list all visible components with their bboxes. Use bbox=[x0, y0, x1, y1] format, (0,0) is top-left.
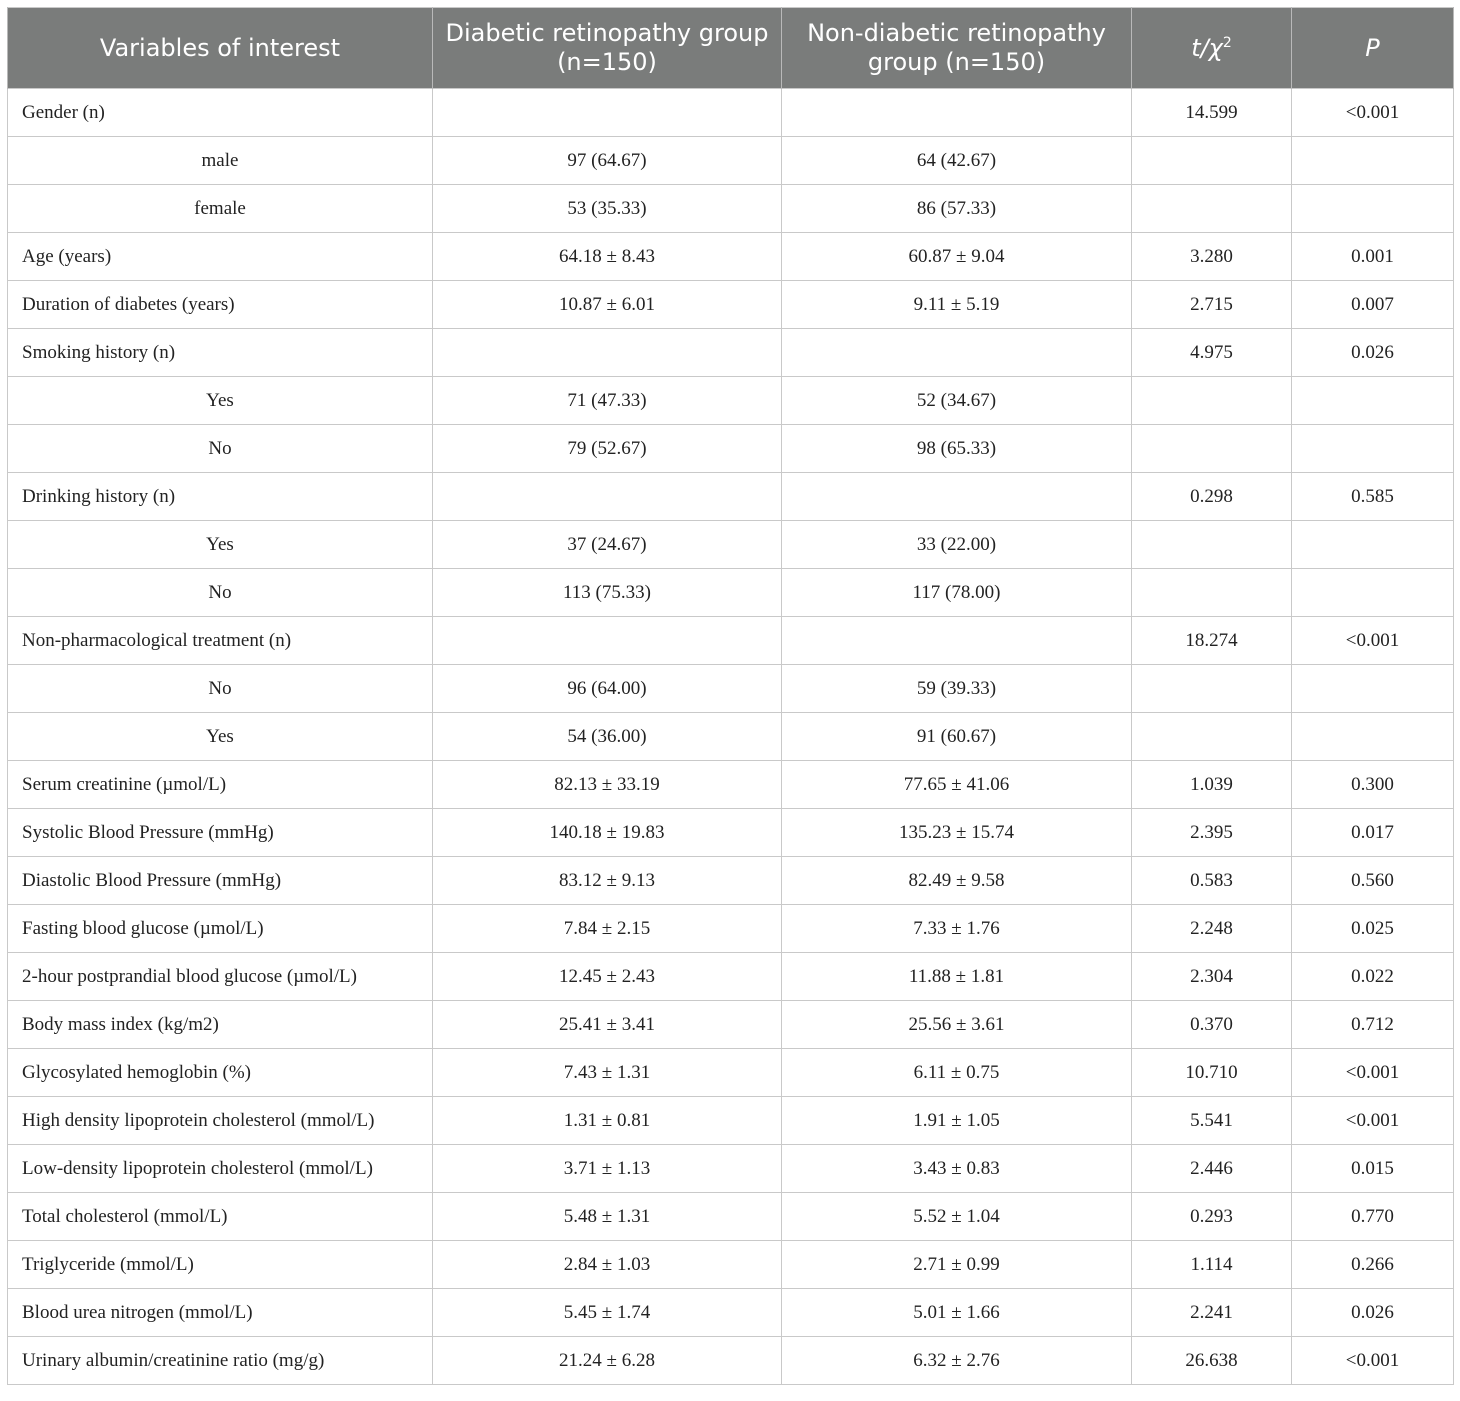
cell-dr-group: 97 (64.67) bbox=[433, 137, 782, 185]
row-label: Yes bbox=[8, 521, 433, 569]
row-label: Smoking history (n) bbox=[8, 329, 433, 377]
table-row bbox=[8, 1289, 1454, 1337]
cell-dr-group: 12.45 ± 2.43 bbox=[433, 953, 782, 1001]
cell-test-statistic: 2.248 bbox=[1132, 905, 1292, 953]
cell-test-statistic bbox=[1132, 377, 1292, 425]
table-row bbox=[8, 233, 1454, 281]
header-dr-group: Diabetic retinopathy group (n=150) bbox=[433, 8, 782, 89]
table-row bbox=[8, 1145, 1454, 1193]
cell-dr-group: 3.71 ± 1.13 bbox=[433, 1145, 782, 1193]
cell-ndr-group: 64 (42.67) bbox=[782, 137, 1132, 185]
cell-p-value: 0.026 bbox=[1292, 329, 1454, 377]
row-label: Serum creatinine (µmol/L) bbox=[8, 761, 433, 809]
cell-test-statistic: 2.395 bbox=[1132, 809, 1292, 857]
cell-p-value: 0.007 bbox=[1292, 281, 1454, 329]
cell-dr-group: 7.84 ± 2.15 bbox=[433, 905, 782, 953]
table-row bbox=[8, 1241, 1454, 1289]
cell-p-value: 0.770 bbox=[1292, 1193, 1454, 1241]
row-label: Age (years) bbox=[8, 233, 433, 281]
cell-ndr-group: 2.71 ± 0.99 bbox=[782, 1241, 1132, 1289]
cell-dr-group bbox=[433, 89, 782, 137]
cell-test-statistic: 0.293 bbox=[1132, 1193, 1292, 1241]
cell-dr-group: 79 (52.67) bbox=[433, 425, 782, 473]
cell-ndr-group: 117 (78.00) bbox=[782, 569, 1132, 617]
cell-ndr-group: 7.33 ± 1.76 bbox=[782, 905, 1132, 953]
cell-p-value: 0.585 bbox=[1292, 473, 1454, 521]
cell-ndr-group: 98 (65.33) bbox=[782, 425, 1132, 473]
table-row bbox=[8, 185, 1454, 233]
cell-ndr-group bbox=[782, 473, 1132, 521]
cell-dr-group: 83.12 ± 9.13 bbox=[433, 857, 782, 905]
cell-p-value: 0.001 bbox=[1292, 233, 1454, 281]
table-body bbox=[8, 89, 1454, 1385]
cell-test-statistic: 10.710 bbox=[1132, 1049, 1292, 1097]
cell-dr-group bbox=[433, 329, 782, 377]
cell-test-statistic bbox=[1132, 713, 1292, 761]
cell-test-statistic: 2.715 bbox=[1132, 281, 1292, 329]
cell-dr-group: 5.45 ± 1.74 bbox=[433, 1289, 782, 1337]
cell-ndr-group: 11.88 ± 1.81 bbox=[782, 953, 1132, 1001]
cell-ndr-group: 86 (57.33) bbox=[782, 185, 1132, 233]
table-row bbox=[8, 617, 1454, 665]
cell-ndr-group: 59 (39.33) bbox=[782, 665, 1132, 713]
row-label: 2-hour postprandial blood glucose (µmol/L) bbox=[8, 953, 433, 1001]
cell-ndr-group: 82.49 ± 9.58 bbox=[782, 857, 1132, 905]
cell-ndr-group: 9.11 ± 5.19 bbox=[782, 281, 1132, 329]
cell-ndr-group: 60.87 ± 9.04 bbox=[782, 233, 1132, 281]
table-row bbox=[8, 905, 1454, 953]
table-row bbox=[8, 1001, 1454, 1049]
row-label: Blood urea nitrogen (mmol/L) bbox=[8, 1289, 433, 1337]
table-row bbox=[8, 1049, 1454, 1097]
cell-dr-group: 7.43 ± 1.31 bbox=[433, 1049, 782, 1097]
cell-dr-group: 2.84 ± 1.03 bbox=[433, 1241, 782, 1289]
cell-ndr-group: 33 (22.00) bbox=[782, 521, 1132, 569]
cell-test-statistic: 2.446 bbox=[1132, 1145, 1292, 1193]
cell-dr-group: 10.87 ± 6.01 bbox=[433, 281, 782, 329]
cell-dr-group: 5.48 ± 1.31 bbox=[433, 1193, 782, 1241]
cell-p-value: 0.015 bbox=[1292, 1145, 1454, 1193]
cell-ndr-group: 135.23 ± 15.74 bbox=[782, 809, 1132, 857]
comparison-table bbox=[7, 7, 1454, 1385]
cell-test-statistic: 0.298 bbox=[1132, 473, 1292, 521]
cell-ndr-group: 5.52 ± 1.04 bbox=[782, 1193, 1132, 1241]
cell-p-value: <0.001 bbox=[1292, 1049, 1454, 1097]
cell-dr-group bbox=[433, 617, 782, 665]
table-header bbox=[8, 8, 1454, 89]
cell-test-statistic: 1.039 bbox=[1132, 761, 1292, 809]
cell-p-value bbox=[1292, 137, 1454, 185]
row-label: Diastolic Blood Pressure (mmHg) bbox=[8, 857, 433, 905]
row-label: Gender (n) bbox=[8, 89, 433, 137]
cell-ndr-group: 25.56 ± 3.61 bbox=[782, 1001, 1132, 1049]
table-row bbox=[8, 1337, 1454, 1385]
row-label: Drinking history (n) bbox=[8, 473, 433, 521]
cell-test-statistic: 4.975 bbox=[1132, 329, 1292, 377]
cell-dr-group: 82.13 ± 33.19 bbox=[433, 761, 782, 809]
cell-ndr-group bbox=[782, 329, 1132, 377]
row-label: Low-density lipoprotein cholesterol (mmol/L) bbox=[8, 1145, 433, 1193]
cell-test-statistic: 0.370 bbox=[1132, 1001, 1292, 1049]
cell-dr-group: 96 (64.00) bbox=[433, 665, 782, 713]
cell-p-value: 0.266 bbox=[1292, 1241, 1454, 1289]
cell-test-statistic bbox=[1132, 521, 1292, 569]
cell-p-value bbox=[1292, 569, 1454, 617]
cell-p-value bbox=[1292, 713, 1454, 761]
cell-ndr-group: 6.32 ± 2.76 bbox=[782, 1337, 1132, 1385]
cell-p-value bbox=[1292, 665, 1454, 713]
cell-test-statistic: 2.304 bbox=[1132, 953, 1292, 1001]
row-label: No bbox=[8, 425, 433, 473]
row-label: Systolic Blood Pressure (mmHg) bbox=[8, 809, 433, 857]
cell-dr-group: 64.18 ± 8.43 bbox=[433, 233, 782, 281]
cell-ndr-group: 3.43 ± 0.83 bbox=[782, 1145, 1132, 1193]
cell-p-value: 0.300 bbox=[1292, 761, 1454, 809]
cell-test-statistic: 18.274 bbox=[1132, 617, 1292, 665]
table-row bbox=[8, 281, 1454, 329]
header-row bbox=[8, 8, 1454, 89]
row-label: High density lipoprotein cholesterol (mmol/L) bbox=[8, 1097, 433, 1145]
cell-p-value: <0.001 bbox=[1292, 89, 1454, 137]
cell-p-value: 0.026 bbox=[1292, 1289, 1454, 1337]
table-row bbox=[8, 137, 1454, 185]
cell-p-value bbox=[1292, 185, 1454, 233]
header-variables: Variables of interest bbox=[8, 8, 433, 89]
cell-test-statistic bbox=[1132, 137, 1292, 185]
cell-p-value: 0.560 bbox=[1292, 857, 1454, 905]
cell-p-value bbox=[1292, 377, 1454, 425]
cell-ndr-group: 52 (34.67) bbox=[782, 377, 1132, 425]
cell-test-statistic bbox=[1132, 185, 1292, 233]
cell-p-value: <0.001 bbox=[1292, 617, 1454, 665]
row-label: female bbox=[8, 185, 433, 233]
table-row bbox=[8, 425, 1454, 473]
cell-dr-group: 21.24 ± 6.28 bbox=[433, 1337, 782, 1385]
row-label: Body mass index (kg/m2) bbox=[8, 1001, 433, 1049]
table-row bbox=[8, 857, 1454, 905]
table-row bbox=[8, 761, 1454, 809]
cell-p-value: 0.022 bbox=[1292, 953, 1454, 1001]
table-row bbox=[8, 89, 1454, 137]
cell-ndr-group: 5.01 ± 1.66 bbox=[782, 1289, 1132, 1337]
cell-ndr-group: 77.65 ± 41.06 bbox=[782, 761, 1132, 809]
cell-p-value bbox=[1292, 521, 1454, 569]
cell-test-statistic bbox=[1132, 569, 1292, 617]
cell-test-statistic bbox=[1132, 425, 1292, 473]
cell-test-statistic bbox=[1132, 665, 1292, 713]
header-test-statistic-text: t/χ bbox=[1191, 33, 1223, 62]
cell-ndr-group bbox=[782, 89, 1132, 137]
cell-test-statistic: 2.241 bbox=[1132, 1289, 1292, 1337]
cell-dr-group: 113 (75.33) bbox=[433, 569, 782, 617]
cell-test-statistic: 0.583 bbox=[1132, 857, 1292, 905]
cell-test-statistic: 3.280 bbox=[1132, 233, 1292, 281]
table-row bbox=[8, 665, 1454, 713]
header-test-statistic bbox=[1132, 8, 1292, 89]
row-label: Total cholesterol (mmol/L) bbox=[8, 1193, 433, 1241]
table-row bbox=[8, 953, 1454, 1001]
row-label: No bbox=[8, 569, 433, 617]
table-row bbox=[8, 521, 1454, 569]
header-p-value: P bbox=[1292, 8, 1454, 89]
row-label: Fasting blood glucose (µmol/L) bbox=[8, 905, 433, 953]
header-test-statistic-sup: 2 bbox=[1222, 34, 1232, 51]
table-row bbox=[8, 1097, 1454, 1145]
row-label: Yes bbox=[8, 713, 433, 761]
cell-dr-group: 25.41 ± 3.41 bbox=[433, 1001, 782, 1049]
cell-ndr-group bbox=[782, 617, 1132, 665]
cell-test-statistic: 5.541 bbox=[1132, 1097, 1292, 1145]
cell-dr-group bbox=[433, 473, 782, 521]
cell-dr-group: 37 (24.67) bbox=[433, 521, 782, 569]
row-label: Non-pharmacological treatment (n) bbox=[8, 617, 433, 665]
cell-dr-group: 53 (35.33) bbox=[433, 185, 782, 233]
cell-dr-group: 54 (36.00) bbox=[433, 713, 782, 761]
cell-ndr-group: 91 (60.67) bbox=[782, 713, 1132, 761]
table-row bbox=[8, 329, 1454, 377]
row-label: Glycosylated hemoglobin (%) bbox=[8, 1049, 433, 1097]
row-label: Duration of diabetes (years) bbox=[8, 281, 433, 329]
cell-ndr-group: 6.11 ± 0.75 bbox=[782, 1049, 1132, 1097]
cell-ndr-group: 1.91 ± 1.05 bbox=[782, 1097, 1132, 1145]
header-ndr-group: Non-diabetic retinopathy group (n=150) bbox=[782, 8, 1132, 89]
cell-dr-group: 1.31 ± 0.81 bbox=[433, 1097, 782, 1145]
table-row bbox=[8, 1193, 1454, 1241]
cell-dr-group: 140.18 ± 19.83 bbox=[433, 809, 782, 857]
cell-p-value: 0.025 bbox=[1292, 905, 1454, 953]
row-label: Yes bbox=[8, 377, 433, 425]
row-label: Urinary albumin/creatinine ratio (mg/g) bbox=[8, 1337, 433, 1385]
cell-p-value bbox=[1292, 425, 1454, 473]
cell-test-statistic: 1.114 bbox=[1132, 1241, 1292, 1289]
row-label: No bbox=[8, 665, 433, 713]
cell-test-statistic: 26.638 bbox=[1132, 1337, 1292, 1385]
cell-test-statistic: 14.599 bbox=[1132, 89, 1292, 137]
table-row bbox=[8, 377, 1454, 425]
table-row bbox=[8, 809, 1454, 857]
cell-p-value: 0.017 bbox=[1292, 809, 1454, 857]
row-label: male bbox=[8, 137, 433, 185]
table-row bbox=[8, 473, 1454, 521]
table-row bbox=[8, 569, 1454, 617]
cell-p-value: 0.712 bbox=[1292, 1001, 1454, 1049]
cell-dr-group: 71 (47.33) bbox=[433, 377, 782, 425]
row-label: Triglyceride (mmol/L) bbox=[8, 1241, 433, 1289]
cell-p-value: <0.001 bbox=[1292, 1337, 1454, 1385]
table-row bbox=[8, 713, 1454, 761]
cell-p-value: <0.001 bbox=[1292, 1097, 1454, 1145]
